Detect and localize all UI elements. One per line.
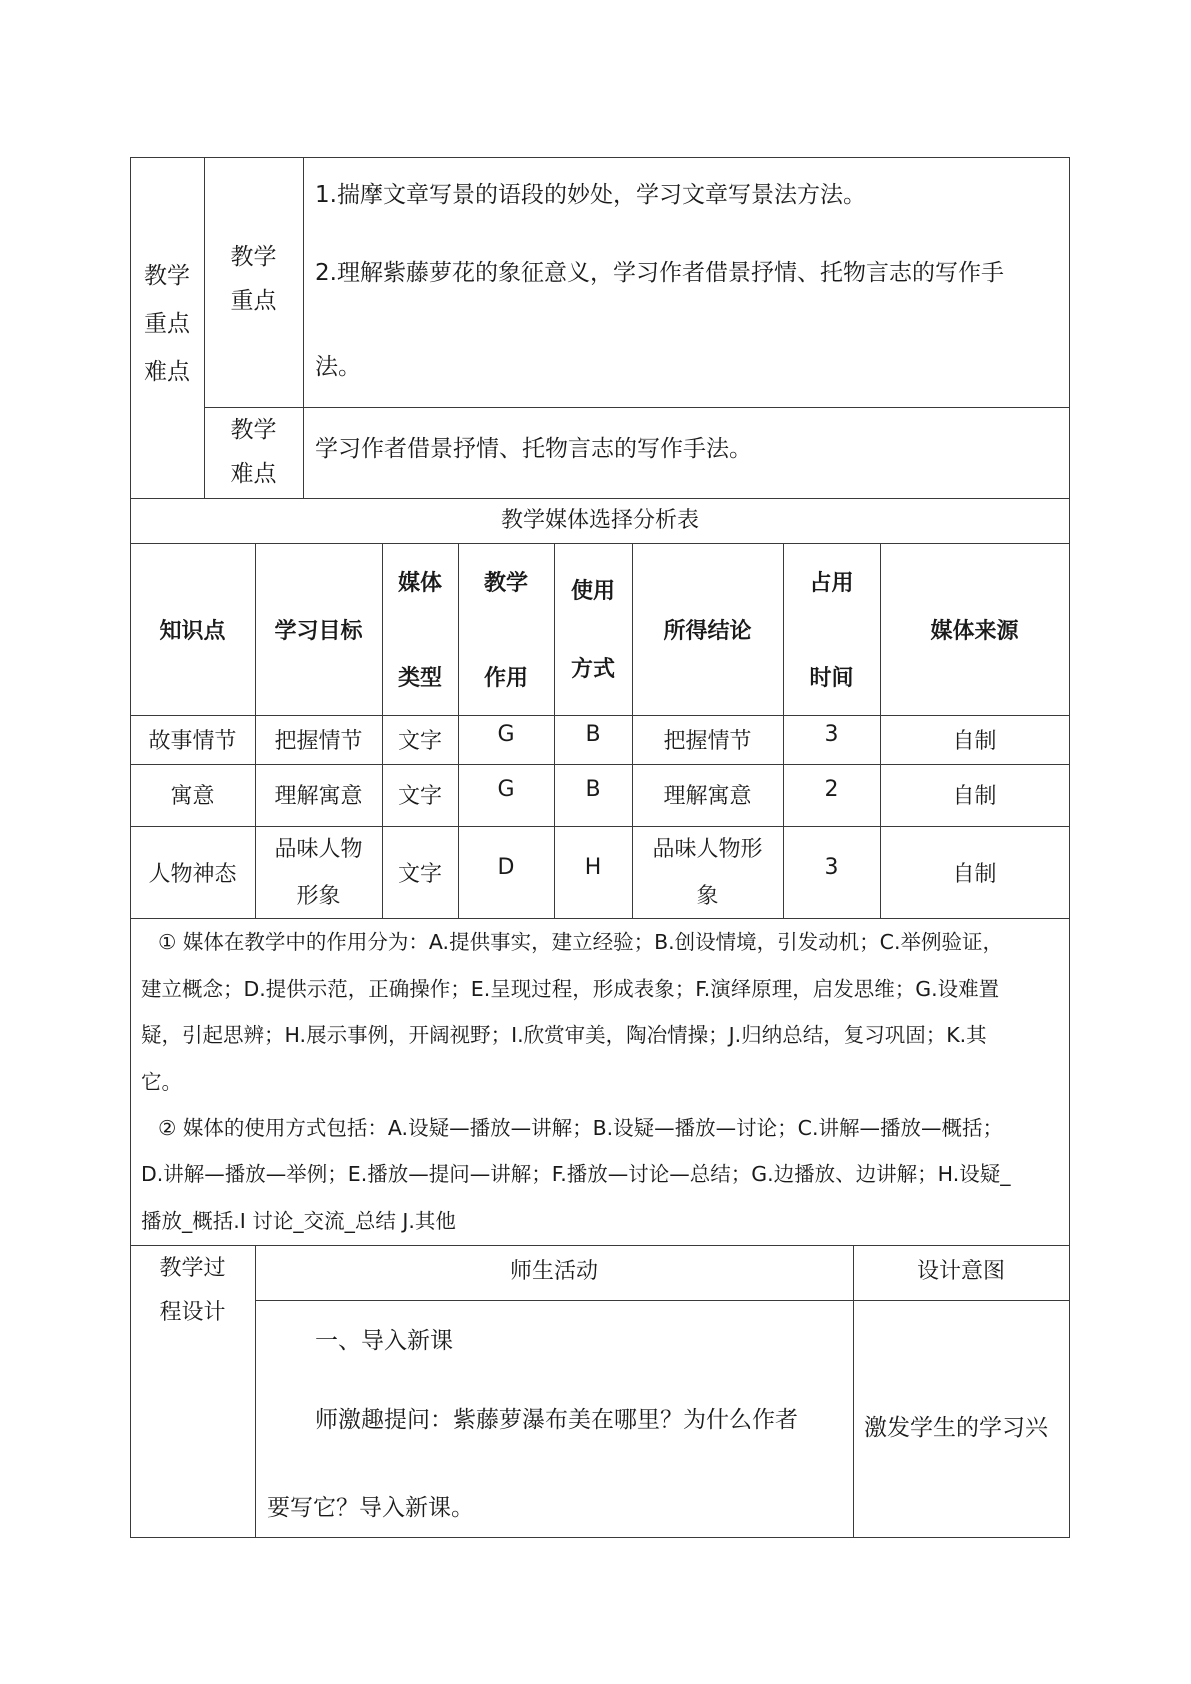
table-cell: G xyxy=(497,722,515,747)
table-cell: 品味人物形 xyxy=(652,837,763,862)
key-label-line: 重点 xyxy=(230,288,277,314)
difficulty-label-line: 教学 xyxy=(230,417,277,443)
table-cell: 文字 xyxy=(397,862,442,887)
table-cell: 品味人物 xyxy=(274,837,363,862)
header-usage-method: 方式 xyxy=(570,657,615,682)
process-label-line: 程设计 xyxy=(159,1300,226,1325)
table-cell: 把握情节 xyxy=(274,729,363,754)
table-cell: 把握情节 xyxy=(663,729,752,754)
header-learning-goal: 学习目标 xyxy=(274,619,363,644)
table-cell: 自制 xyxy=(952,784,997,809)
media-table-title: 教学媒体选择分析表 xyxy=(500,508,699,533)
table-cell: B xyxy=(585,722,601,747)
key-point-item: 1.揣摩文章写景的语段的妙处，学习文章写景法方法。 xyxy=(315,182,866,208)
header-teaching-role: 教学 xyxy=(483,571,528,596)
key-point-item: 法。 xyxy=(315,354,361,380)
note-line: 它。 xyxy=(141,1070,182,1094)
table-cell: 自制 xyxy=(952,862,997,887)
header-time-used: 时间 xyxy=(809,666,854,691)
header-media-type: 类型 xyxy=(397,666,442,691)
table-cell: 人物神态 xyxy=(148,862,237,887)
focus-outer-label-line: 难点 xyxy=(144,359,190,385)
table-cell: 寓意 xyxy=(170,784,215,809)
table-cell: 形象 xyxy=(296,884,341,909)
process-label-line: 教学过 xyxy=(159,1256,226,1281)
key-label-line: 教学 xyxy=(230,244,277,270)
focus-outer-label-line: 教学 xyxy=(144,263,190,289)
difficulty-text: 学习作者借景抒情、托物言志的写作手法。 xyxy=(315,436,752,462)
activity-line: 要写它？导入新课。 xyxy=(267,1495,474,1521)
column-intent-header: 设计意图 xyxy=(916,1259,1005,1284)
note-line: 播放_概括.I 讨论_交流_总结 J.其他 xyxy=(141,1209,456,1233)
table-cell: 理解寓意 xyxy=(274,784,363,809)
table-cell: 文字 xyxy=(397,784,442,809)
difficulty-label-line: 难点 xyxy=(230,461,277,487)
header-media-source: 媒体来源 xyxy=(930,619,1019,644)
activity-line: 一、导入新课 xyxy=(315,1328,453,1354)
header-teaching-role: 作用 xyxy=(483,666,528,691)
note-line: ① 媒体在教学中的作用分为：A.提供事实，建立经验；B.创设情境，引发动机；C.举例验证， xyxy=(158,930,1003,954)
table-cell: 3 xyxy=(824,722,839,747)
table-cell: 理解寓意 xyxy=(663,784,752,809)
table-cell: 象 xyxy=(696,884,719,909)
column-activity-header: 师生活动 xyxy=(509,1259,598,1284)
activity-line: 师激趣提问：紫藤萝瀑布美在哪里？为什么作者 xyxy=(315,1407,798,1433)
header-time-used: 占用 xyxy=(809,571,854,596)
table-cell: D xyxy=(497,855,515,880)
note-line: 疑，引起思辨；H.展示事例，开阔视野；I.欣赏审美，陶冶情操；J.归纳总结，复习巩固；K.其 xyxy=(141,1023,987,1047)
header-conclusion: 所得结论 xyxy=(663,619,752,644)
key-point-item: 2.理解紫藤萝花的象征意义，学习作者借景抒情、托物言志的写作手 xyxy=(315,260,1004,286)
table-cell: G xyxy=(497,777,515,802)
table-cell: 故事情节 xyxy=(148,729,237,754)
table-cell: 2 xyxy=(824,777,839,802)
table-cell: 文字 xyxy=(397,729,442,754)
table-cell: H xyxy=(584,855,602,880)
header-usage-method: 使用 xyxy=(570,579,615,604)
note-line: 建立概念；D.提供示范，正确操作；E.呈现过程，形成表象；F.演绎原理，启发思维；G.设难置 xyxy=(141,977,1000,1001)
note-line: ② 媒体的使用方式包括：A.设疑—播放—讲解；B.设疑—播放—讨论；C.讲解—播放—概括； xyxy=(158,1116,1003,1140)
table-cell: B xyxy=(585,777,601,802)
note-line: D.讲解—播放—举例；E.播放—提问—讲解；F.播放—讨论—总结；G.边播放、边讲解；H.设疑_ xyxy=(141,1162,1011,1186)
header-knowledge-point: 知识点 xyxy=(159,619,226,644)
header-media-type: 媒体 xyxy=(397,571,442,596)
focus-outer-label-line: 重点 xyxy=(144,311,190,337)
table-cell: 3 xyxy=(824,855,839,880)
intent-text: 激发学生的学习兴 xyxy=(864,1415,1048,1441)
table-cell: 自制 xyxy=(952,729,997,754)
